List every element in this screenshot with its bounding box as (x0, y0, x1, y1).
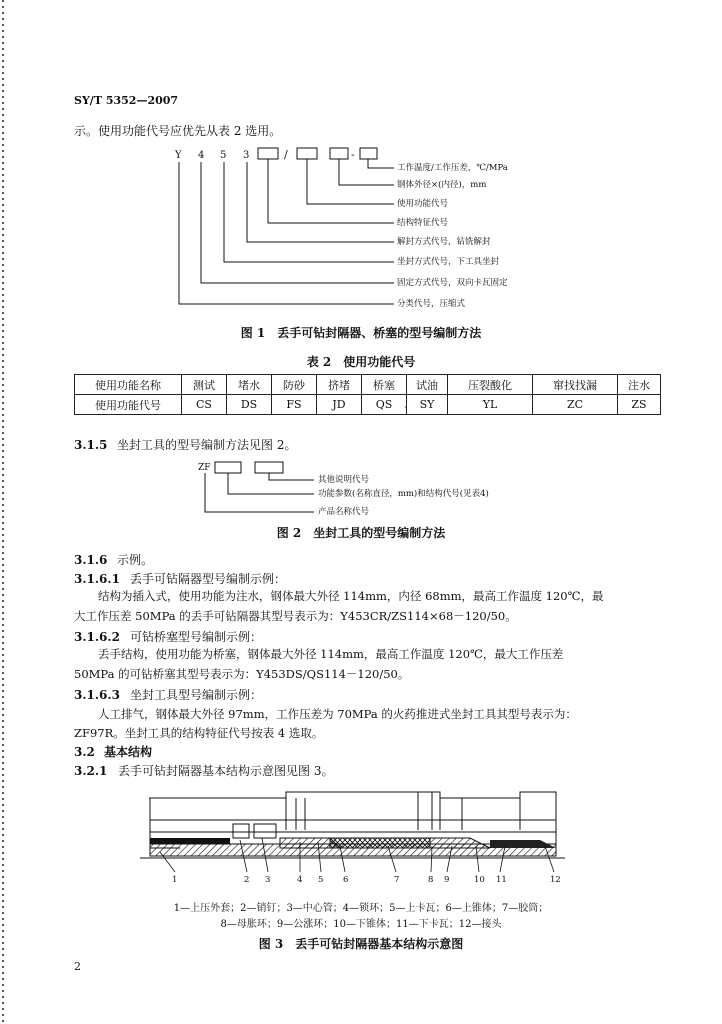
table-cell: SY (407, 395, 448, 415)
para2-line2: 50MPa 的可钻桥塞其型号表示为：Y453DS/QS114－120/50。 (74, 667, 410, 681)
part-number-5: 5 (318, 875, 324, 885)
table-cell: FS (272, 395, 317, 415)
table-cell: 挤堵 (317, 375, 362, 395)
para1-line2: 大工作压差 50MPa 的丢手可钻隔器其型号表示为：Y453CR/ZS114×68－120/50。 (74, 609, 517, 623)
part-number-8: 8 (428, 875, 434, 885)
section-num-315: 3.1.5 (74, 438, 108, 452)
fig2-label-params: 功能参数(名称直径，mm)和结构代号(见表4) (318, 489, 489, 499)
part-number-2: 2 (244, 875, 250, 885)
fig1-label-temp-pressure: 工作温度/工作压差，℃/MPa (397, 163, 508, 173)
page-number: 2 (74, 960, 81, 973)
code-char-y: Y (175, 150, 182, 161)
row-header-code: 使用功能代号 (75, 395, 182, 415)
figure3-caption: 图 3 丢手可钻封隔器基本结构示意图 (258, 937, 464, 951)
section-num-3162: 3.1.6.2 (74, 630, 120, 644)
part-number-7: 7 (394, 875, 400, 885)
table-cell: YL (448, 395, 533, 415)
para3-line2: ZF97R。坐封工具的结构特征代号按表 4 选取。 (74, 726, 324, 740)
part-number-1: 1 (172, 875, 178, 885)
table-cell: 注水 (618, 375, 661, 395)
table-cell: 桥塞 (362, 375, 407, 395)
section-num-316: 3.1.6 (74, 553, 108, 567)
section-title-3163: 坐封工具型号编制示例： (130, 688, 263, 702)
figure2-caption: 图 2 坐封工具的型号编制方法 (276, 526, 446, 540)
table-cell: JD (317, 395, 362, 415)
para3-line1: 人工排气，钢体最大外径 97mm，工作压差为 70MPa 的火药推进式坐封工具其型号表示为： (98, 707, 577, 721)
section-num-321: 3.2.1 (74, 764, 108, 778)
section-title-316: 示例。 (117, 553, 154, 567)
fig2-label-product: 产品名称代号 (318, 507, 370, 517)
section-text-315: 坐封工具的型号编制方法见图 2。 (117, 438, 297, 452)
table-cell: CS (182, 395, 227, 415)
fig2-label-other: 其他说明代号 (318, 475, 370, 485)
code-slash: / (284, 148, 288, 161)
section-title-3162: 可钻桥塞型号编制示例： (130, 630, 263, 644)
standard-code: SY/T 5352—2007 (74, 94, 179, 107)
part-number-10: 10 (474, 875, 485, 885)
part-number-6: 6 (343, 875, 349, 885)
fig1-label-function: 使用功能代号 (397, 199, 449, 209)
figure1-caption: 图 1 丢手可钻封隔器、桥塞的型号编制方法 (240, 326, 482, 340)
para1-line1: 结构为插入式，使用功能为注水，钢体最大外径 114mm，内径 68mm，最高工作温度 120℃，最 (98, 589, 604, 603)
table-cell: ZC (533, 395, 618, 415)
table-cell: 测试 (182, 375, 227, 395)
code-dash: - (351, 148, 355, 161)
section-num-32: 3.2 (74, 745, 95, 759)
section-title-3161: 丢手可钻隔器型号编制示例： (130, 572, 287, 586)
table-cell: 试油 (407, 375, 448, 395)
figure3-legend-line1: 1—上压外套；2—销钉；3—中心管；4—锁环；5—上卡瓦；6—上锥体；7—胶筒； (173, 903, 549, 914)
section-title-321: 丢手可钻封隔器基本结构示意图见图 3。 (118, 764, 334, 778)
fig1-label-class: 分类代号，压缩式 (397, 299, 466, 309)
code-char-3: 3 (243, 150, 250, 161)
section-num-3161: 3.1.6.1 (74, 572, 120, 586)
fig1-label-anchoring: 固定方式代号，双向卡瓦固定 (397, 278, 508, 288)
part-number-12: 12 (550, 875, 561, 885)
part-number-9: 9 (444, 875, 450, 885)
fig1-label-structure: 结构特征代号 (397, 218, 449, 228)
para2-line1: 丢手结构，使用功能为桥塞，钢体最大外径 114mm，最高工作温度 120℃，最大工作压差 (98, 647, 564, 661)
code-char-4: 4 (198, 150, 205, 161)
fig1-label-diameter: 钢体外径×(内径)，mm (397, 180, 487, 190)
table-cell: 压裂酸化 (448, 375, 533, 395)
section-title-32: 基本结构 (104, 745, 153, 759)
fig2-prefix: ZF (198, 463, 211, 473)
part-number-3: 3 (265, 875, 271, 885)
stray-mark: · (404, 403, 407, 413)
section-num-3163: 3.1.6.3 (74, 688, 120, 702)
table-cell: 防砂 (272, 375, 317, 395)
table-cell: ZS (618, 395, 661, 415)
table-cell: 窜找找漏 (533, 375, 618, 395)
code-char-5: 5 (220, 150, 227, 161)
figure3-legend-line2: 8—母胀环；9—公涨环；10—下锥体；11—下卡瓦；12—接头 (220, 919, 502, 930)
fig1-label-setting: 坐封方式代号，下工具坐封 (397, 257, 500, 267)
part-number-4: 4 (297, 875, 303, 885)
table2-caption: 表 2 使用功能代号 (306, 355, 416, 369)
table-cell: QS (362, 395, 407, 415)
part-number-11: 11 (496, 875, 507, 885)
table-cell: 堵水 (227, 375, 272, 395)
rubber-element-section (330, 838, 430, 848)
fig1-label-release: 解封方式代号，钻铣解封 (397, 237, 491, 247)
row-header-name: 使用功能名称 (75, 375, 182, 395)
intro-line: 示。使用功能代号应优先从表 2 选用。 (74, 124, 282, 138)
table-cell: DS (227, 395, 272, 415)
